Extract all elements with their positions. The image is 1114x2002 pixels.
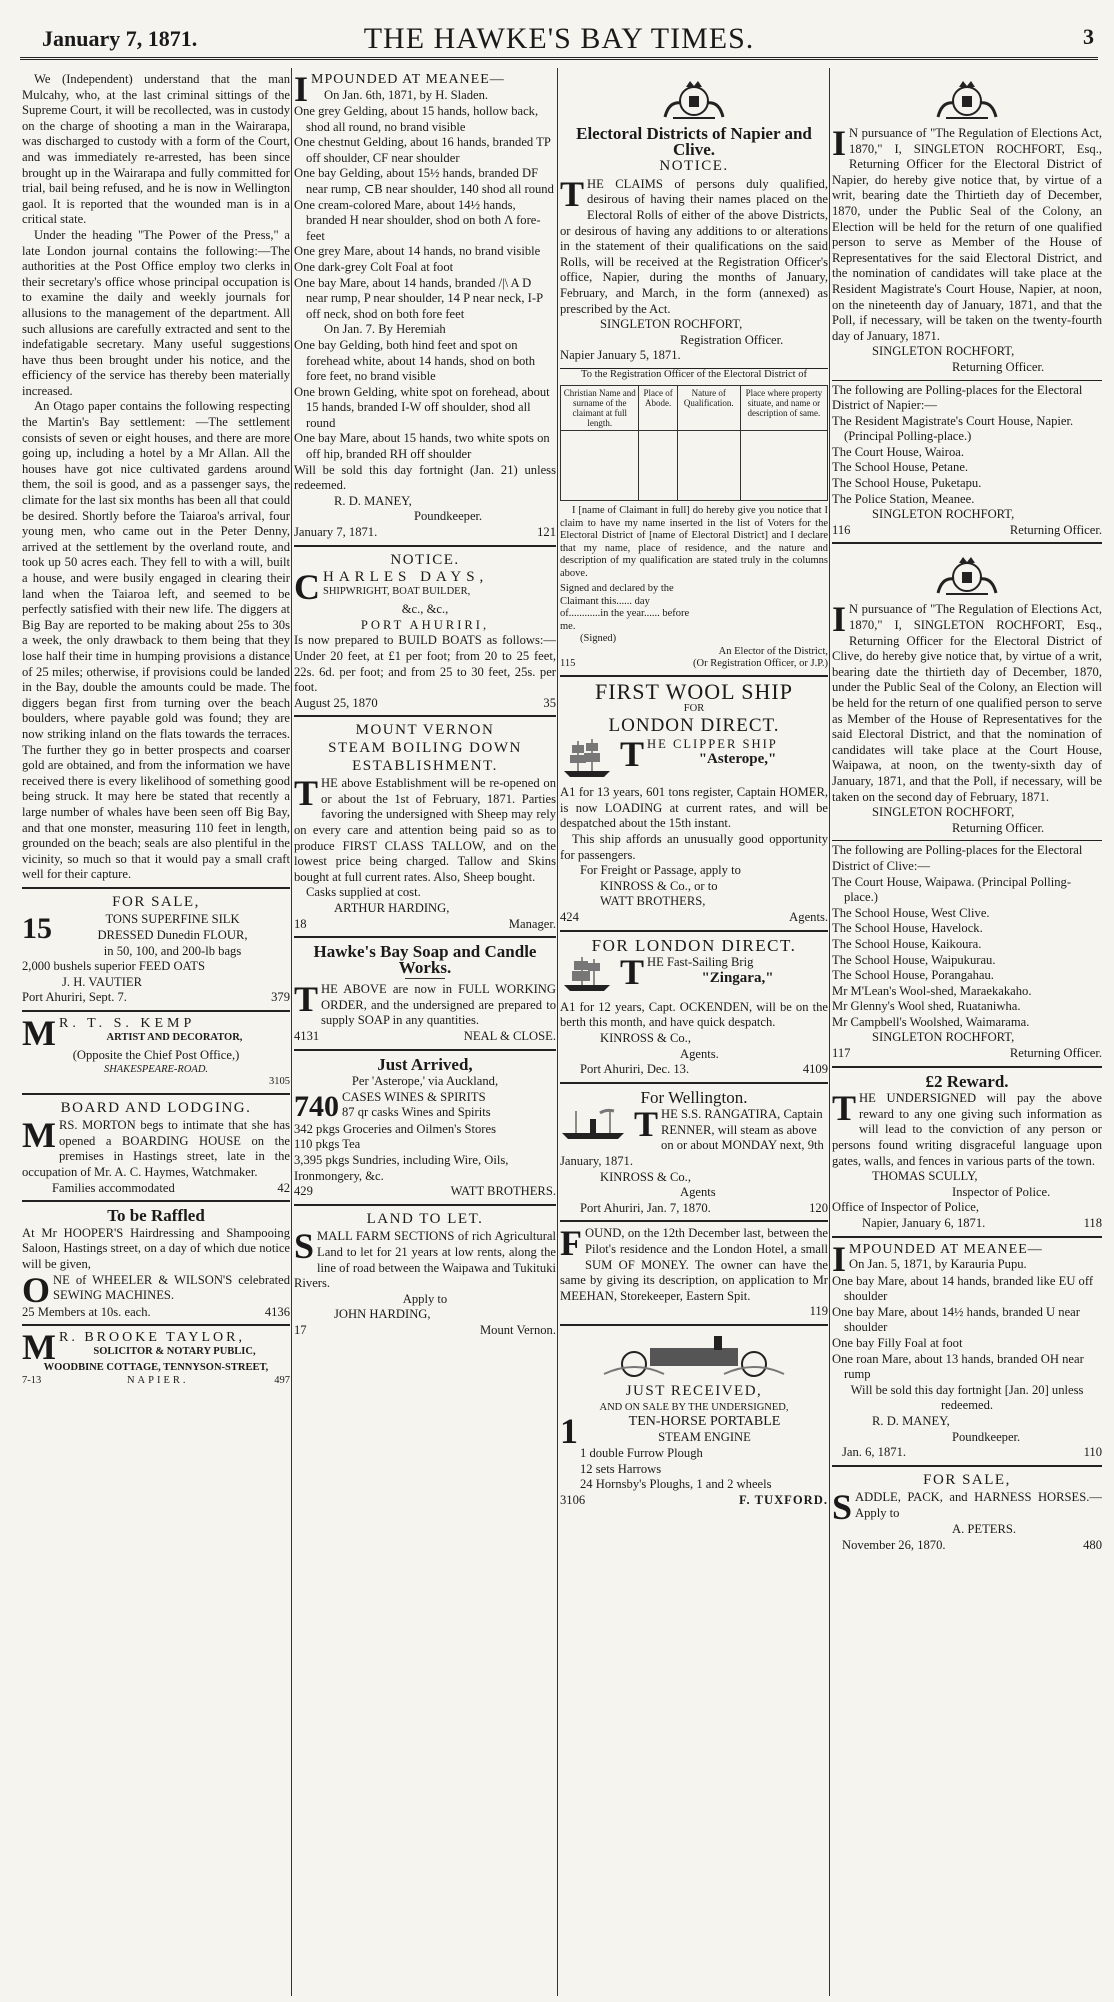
drop-cap: S — [294, 1226, 315, 1267]
drop-cap: T — [620, 733, 645, 774]
advert-ref: 110 — [1083, 1445, 1102, 1460]
drop-cap: T — [294, 979, 319, 1020]
form-signature: An Elector of the District, — [718, 645, 828, 657]
claim-form-column-header: Nature of Qualification. — [677, 386, 740, 431]
advert-place: Mount Vernon. — [479, 1322, 556, 1337]
impound-list — [294, 338, 556, 463]
advert-line: For Freight or Passage, apply to — [580, 863, 741, 878]
advertiser-title: Registration Officer. — [680, 332, 784, 347]
advert-line: 3,395 pkgs Sundries, including Wire, Oils, Ironmongery, &c. — [294, 1153, 509, 1183]
advertiser-name: KINROSS & Co., or to — [600, 878, 718, 893]
column-2 — [294, 72, 556, 1997]
advert-ref: 429 — [294, 1184, 313, 1199]
advert-line: 12 sets Harrows — [580, 1461, 662, 1476]
impound-item: One bay Gelding, both hind feet and spot on forehead white, about 14 hands, shod on both fore feet, no brand visible — [294, 337, 536, 384]
advert-ref: 17 — [294, 1322, 307, 1337]
drop-cap: T — [294, 773, 319, 814]
advertiser-name: KINROSS & Co., — [600, 1169, 691, 1184]
advert-body: N pursuance of "The Regulation of Elections Act, 1870," I, SINGLETON ROCHFORT, Esq., Returning Officer for the Electoral District of Clive, do hereby give notice that, by virtue of a writ, bearing date the thirtieth day of December, 1870, under the Public Seal of the Colony, an Election will be held for the return of one qualified person to serve as Member of the House of Representatives for the said Electoral District, and that the nomination of candidates will take place at the Court House, Waipawa, at noon, on the twenty-sixth day of January, 1871, and that the Poll, if necessary, will be taken on the second day of February, 1871. — [832, 602, 1102, 804]
advert-line: 342 pkgs Groceries and Oilmen's Stores — [294, 1121, 496, 1136]
claim-form-column-header: Place of Abode. — [639, 386, 677, 431]
advert-heading: JUST RECEIVED, — [625, 1383, 763, 1399]
advert-board — [22, 1093, 290, 1197]
advert-ref: 379 — [271, 990, 290, 1005]
drop-cap: T — [634, 1104, 659, 1145]
advert-date: August 25, 1870 — [294, 695, 378, 710]
advert-body: NE of WHEELER & WILSON'S celebrated SEWING MACHINES. — [53, 1272, 290, 1303]
polling-place: The Police Station, Meanee. — [832, 491, 975, 506]
impound-item: One bay Mare, about 15 hands, two white spots on off hip, branded RH off shoulder — [294, 431, 550, 462]
form-signature: (Or Registration Officer, or J.P.) — [693, 658, 828, 670]
polling-place-list — [832, 414, 1102, 508]
advertiser-name: HARLES DAYS, — [323, 569, 489, 586]
claim-form-column-header: Place where property situate, and name or description of same. — [740, 386, 827, 431]
advert-heading: Just Arrived, — [377, 1054, 473, 1074]
advert-date: November 26, 1870. — [842, 1537, 946, 1552]
column-rule — [829, 68, 830, 1996]
advert-line: WOODBINE COTTAGE, TENNYSON-STREET, — [43, 1362, 269, 1374]
advertiser-name: ARTHUR HARDING, — [334, 900, 450, 915]
polling-place: The School House, Kaikoura. — [832, 936, 982, 951]
advert-wool-ship — [560, 675, 828, 926]
drop-cap: O — [22, 1269, 51, 1310]
drop-cap: S — [832, 1487, 853, 1528]
sailing-ship-icon — [560, 737, 616, 786]
claim-form-header — [561, 386, 828, 431]
advert-ref: 4109 — [802, 1062, 828, 1077]
drop-cap: C — [294, 567, 320, 608]
advert-number: 15 — [22, 912, 52, 946]
advert-body: HE S.S. RANGATIRA, Captain RENNER, will steam as above on or about MONDAY next, 9th January, 1871. — [560, 1107, 824, 1169]
advert-line: (Opposite the Chief Post Office,) — [72, 1048, 240, 1063]
advert-heading: BOARD AND LODGING. — [60, 1099, 252, 1116]
news-paragraph: An Otago paper contains the following respecting the Martin's Bay settlement: —The settlement consists of seven or eight houses, and there are more going up, including a hotel by a Mr Allan. All the houses have got nice cultivated gardens around them, the soil is good, and as a passenger says, the climate for the last six months has been all that could be desired. Shortly before the Taiaroa's arrival, four young men, who came out in the Peter Denny, arrived at the settlement by the overland route, and took up 50 acres each. They fell to with a will, built a house, and were busily engaged in clearing their land when the Taiaroa left, and seemed to be perfectly satisfied with their new life. The diggers at Big Bay are reported to be making about 25s to 30s a week, the only drawback to them being that they lose half their time in humping provisions a distance of 25 miles; otherwise, if provisions could be landed in the Bay, double the amounts could be made. The diggers began first from turning over the beach boulders, where payable gold was found; they are now striking inland on the flats towards the terraces. The further they go in better prospects and coarser gold are obtained, and from the information we have received there is every likelihood of something good being struck. It may here be stated that recently a large number of whales have been seen off Big Bay, and that one monster, measuring 110 feet in length, grounded on the beach; seals are also plentiful in the vicinity, so much so that it would pay a small craft well for their capture. — [22, 399, 290, 882]
advert-heading: Hawke's Bay Soap and Candle Works. — [313, 942, 537, 977]
polling-place: The School House, West Clive. — [832, 905, 990, 920]
advert-heading: FIRST WOOL SHIP — [595, 678, 793, 704]
advertiser-title: Agents — [680, 1185, 716, 1200]
advert-body: N pursuance of "The Regulation of Elections Act, 1870," I, SINGLETON ROCHFORT, Esq., Returning Officer for the Electoral District of Napier, do hereby give notice that, by virtue of a writ, bearing date the Thirtieth day of December, 1870, under the Public Seal of the Colony, an Election will be held for the return of one qualified person to serve as Member of the House of Representatives for the said Electoral District, and the nomination of candidates will take place at the Resident Magistrate's Court House, Napier, at noon, on the nineteenth day of January, 1871, and that the Poll, if necessary, will be taken on the twenty-fourth day of January, 1871. — [832, 126, 1102, 343]
advert-line: DRESSED Dunedin FLOUR, — [97, 928, 248, 943]
impound-item: One roan Mare, about 13 hands, branded OH near rump — [832, 1351, 1084, 1382]
advert-line: TEN-HORSE PORTABLE — [628, 1414, 781, 1430]
drop-cap: I — [832, 1238, 847, 1279]
advert-ref: 35 — [543, 695, 556, 710]
advert-body: ADDLE, PACK, and HARNESS HORSES.—Apply to — [855, 1490, 1102, 1520]
polling-place: The School House, Porangahau. — [832, 968, 994, 983]
advert-line: in 50, 100, and 200-lb bags — [103, 943, 242, 958]
column-4 — [832, 72, 1102, 1997]
polling-place: The School House, Havelock. — [832, 921, 983, 936]
advertiser-name: J. H. VAUTIER — [62, 974, 143, 989]
advert-line: TONS SUPERFINE SILK — [105, 912, 240, 927]
form-signature: Signed and declared by the Claimant this...... day of............in the year...... before me. — [560, 583, 690, 632]
advert-line: 24 Hornsby's Ploughs, 1 and 2 wheels — [580, 1477, 772, 1492]
advertiser-name: KINROSS & Co., — [600, 1030, 691, 1045]
advertiser-title: Returning Officer. — [1009, 1046, 1102, 1061]
advert-heading: £2 Reward. — [925, 1071, 1009, 1091]
advertiser-title: Poundkeeper. — [414, 509, 483, 524]
advert-body: HE UNDERSIGNED will pay the above reward to any one giving such information as will lead to the conviction of any person or persons found writing disgraceful language upon gates, walls, and fences in various parts of the town. — [832, 1091, 1102, 1168]
advert-heading: LAND TO LET. — [366, 1210, 484, 1227]
impound-item: One chestnut Gelding, about 16 hands, branded TP off shoulder, CF near shoulder — [294, 135, 551, 165]
advert-land — [294, 1204, 556, 1339]
advert-soap — [294, 936, 556, 1045]
farm-machinery-icon — [560, 1334, 828, 1380]
advert-ref: 118 — [1083, 1216, 1102, 1230]
advert-date: Napier, January 6, 1871. — [862, 1216, 986, 1230]
royal-crest-icon — [832, 76, 1102, 122]
advert-raffle — [22, 1200, 290, 1320]
advert-ref: 7-13 — [22, 1374, 42, 1386]
form-signature: (Signed) — [580, 633, 617, 645]
advert-line: Per 'Asterope,' via Auckland, — [351, 1074, 499, 1089]
column-rule — [557, 68, 558, 1996]
drop-cap: T — [620, 952, 645, 993]
drop-cap: I — [832, 599, 847, 640]
advert-body: Is now prepared to BUILD BOATS as follows:—Under 20 feet, at £1 per foot; from 20 to 25 feet, 22s. 6d. per foot; and from 25 to 30 feet, 25s. per foot. — [294, 633, 556, 695]
advert-reward — [832, 1066, 1102, 1232]
impound-item: One bay Mare, about 14½ hands, branded U near shoulder — [832, 1304, 1080, 1335]
advertiser-title: Agents. — [789, 909, 828, 924]
advertiser-name: A. PETERS. — [952, 1522, 1017, 1537]
polling-place: The Court House, Waipawa. (Principal Polling-place.) — [832, 874, 1072, 905]
advert-line: Office of Inspector of Police, — [832, 1200, 979, 1215]
advert-flour — [22, 887, 290, 1006]
advert-kemp — [22, 1010, 290, 1089]
advertiser-name: SINGLETON ROCHFORT, — [872, 507, 1015, 522]
advert-line: NAPIER. — [126, 1374, 189, 1386]
advert-found — [560, 1220, 828, 1320]
masthead — [20, 18, 1098, 60]
advert-impounded-2 — [832, 1236, 1102, 1461]
polling-place: The School House, Petane. — [832, 460, 969, 475]
advertiser-name: R. D. MANEY, — [334, 493, 412, 508]
advert-arrived — [294, 1049, 556, 1200]
advert-electoral — [560, 126, 828, 671]
claim-form-table — [560, 385, 828, 501]
advert-ref: 115 — [560, 658, 576, 670]
advert-line: Casks supplied at cost. — [306, 885, 421, 900]
advertiser-name: WATT BROTHERS. — [450, 1184, 556, 1199]
polling-place-list — [832, 875, 1102, 1031]
impound-item: One bay Mare, about 14 hands, branded like EU off shoulder — [832, 1273, 1094, 1304]
newspaper-title: THE HAWKE'S BAY TIMES. — [363, 22, 755, 55]
advert-line: SHIPWRIGHT, BOAT BUILDER, — [323, 585, 471, 597]
advert-body: HE CLAIMS of persons duly qualified, desirous of having their names placed on the Electoral Rolls of either of the above Districts, or desirous of having any additions to or alterations in the statement of their qualifications on the said Rolls, will be received at the Registration Officer's office, Napier, during the months of January, February, and March, in the form (annexed) as prescribed by the Act. — [560, 176, 828, 316]
advert-body: Will be sold this day fortnight (Jan. 21) unless redeemed. — [294, 462, 556, 493]
advertiser-name: F. TUXFORD. — [738, 1492, 828, 1507]
drop-cap: M — [22, 1013, 56, 1054]
advert-heading: FOR SALE, — [112, 893, 200, 910]
advert-number: 1 — [560, 1411, 578, 1452]
advert-ref: 480 — [1083, 1537, 1102, 1552]
advert-wellington — [560, 1082, 828, 1217]
advertiser-name: SINGLETON ROCHFORT, — [872, 805, 1015, 820]
advert-ref: 42 — [277, 1180, 290, 1195]
advert-heading: LONDON DIRECT. — [608, 715, 780, 736]
drop-cap: T — [832, 1088, 857, 1129]
advert-ref: 497 — [274, 1374, 290, 1386]
advert-heading: For Wellington. — [640, 1087, 748, 1107]
impound-list — [294, 104, 556, 322]
impound-item: One grey Mare, about 14 hands, no brand visible — [294, 244, 541, 259]
advert-date: Napier January 5, 1871. — [560, 348, 681, 363]
advert-line: 2,000 bushels superior FEED OATS — [22, 959, 205, 974]
advert-heading: FOR SALE, — [923, 1471, 1011, 1488]
sailing-ship-icon — [560, 955, 616, 1000]
advert-heading: STEAM BOILING DOWN — [328, 739, 522, 756]
advert-heading: Electoral Districts of Napier and Clive. — [576, 124, 812, 159]
advert-line: SHAKESPEARE-ROAD. — [103, 1063, 209, 1075]
advert-line: STEAM ENGINE — [658, 1429, 751, 1444]
advertiser-title: Inspector of Police. — [952, 1184, 1051, 1199]
drop-cap: F — [560, 1223, 582, 1264]
advertiser-name: SINGLETON ROCHFORT, — [600, 317, 743, 332]
advert-line: HE Fast-Sailing Brig — [647, 955, 754, 970]
advert-clive-election — [832, 542, 1102, 1061]
drop-cap: I — [832, 123, 847, 163]
issue-date: January 7, 1871. — [42, 26, 198, 51]
polling-place: The Court House, Wairoa. — [832, 444, 965, 459]
advert-line: 110 pkgs Tea — [294, 1137, 361, 1152]
page-number: 3 — [1083, 24, 1094, 49]
royal-crest-icon — [560, 76, 828, 122]
advert-zingara — [560, 930, 828, 1078]
advert-body: A1 for 13 years, 601 tons register, Captain HOMER, is now LOADING at current rates, and will be despatched about the 15th instant. — [560, 785, 828, 831]
polling-place: The Resident Magistrate's Court House, Napier. (Principal Polling-place.) — [832, 413, 1074, 444]
advert-body: This ship affords an unusually good opportunity for passengers. — [560, 831, 828, 862]
drop-cap: T — [560, 173, 585, 214]
advertiser-name: R. BROOKE TAYLOR, — [58, 1330, 245, 1346]
advert-place: Port Ahuriri, Sept. 7. — [22, 990, 127, 1005]
advert-heading: MPOUNDED AT MEANEE— — [849, 1241, 1043, 1257]
advert-line: PORT AHURIRI, — [360, 617, 490, 632]
advert-ref: 4136 — [264, 1304, 290, 1319]
advertiser-name: R. D. MANEY, — [872, 1413, 950, 1428]
impound-item: One cream-colored Mare, about 14½ hands, branded H near shoulder, shod on both Λ fore-feet — [294, 197, 541, 243]
advert-ref: 4131 — [294, 1029, 320, 1044]
advert-body: HE above Establishment will be re-opened on or about the 1st of February, 1871. Parties favoring the undersigned with Sheep may rely on every care and attention being paid so as to produce FIRST CLASS TALLOW, and on the lowest price being charged. Tallow and Skins bought at full current rates. Also, Sheep bought. — [294, 776, 556, 884]
advert-heading: ESTABLISHMENT. — [352, 757, 498, 774]
advert-line: 87 qr casks Wines and Spirits — [342, 1105, 491, 1120]
column-3 — [560, 72, 828, 1997]
impound-list — [832, 1274, 1102, 1383]
advert-heading: NOTICE. — [390, 551, 460, 568]
advert-number: 740 — [294, 1089, 339, 1123]
advertiser-name: R. T. S. KEMP — [58, 1016, 196, 1032]
drop-cap: M — [22, 1115, 56, 1156]
ship-name: "Asterope," — [698, 751, 777, 768]
advert-line: SOLICITOR & NOTARY PUBLIC, — [93, 1345, 256, 1357]
advert-line: CASES WINES & SPIRITS — [342, 1089, 486, 1104]
advertiser-name: THOMAS SCULLY, — [872, 1169, 978, 1184]
advert-line: 25 Members at 10s. each. — [22, 1304, 151, 1319]
advert-date: Jan. 6, 1871. — [842, 1445, 907, 1460]
advertiser-name: WATT BROTHERS, — [600, 894, 706, 909]
advert-heading: NOTICE. — [659, 158, 729, 175]
advertiser-title: Manager. — [508, 916, 556, 931]
advert-ref: 424 — [560, 909, 579, 924]
advertiser-title: Agents. — [680, 1046, 719, 1061]
steamer-icon — [560, 1107, 630, 1148]
advert-body: OUND, on the 12th December last, between the Pilot's residence and the London Hotel, a small SUM OF MONEY. The owner can have the same by giving its description, on application to Mr MEEHAN, Storekeeper, Eastern Spit. — [560, 1226, 828, 1303]
divider — [405, 978, 445, 979]
advert-body: At Mr HOOPER'S Hairdressing and Shampooing Saloon, Hastings street, on a day of which due notice will be given, — [22, 1225, 290, 1271]
advert-line: On Jan. 6th, 1871, by H. Sladen. — [324, 87, 489, 102]
advertiser-name: NEAL & CLOSE. — [463, 1029, 556, 1044]
advert-line: FOR — [683, 702, 705, 714]
advert-heading: MPOUNDED AT MEANEE— — [311, 72, 505, 87]
column-1 — [22, 72, 290, 1997]
impound-item: One bay Gelding, about 15½ hands, branded DF near rump, ⊂B near shoulder, 140 shod all round — [294, 166, 554, 196]
polling-place: Mr Glenny's Wool shed, Ruataniwha. — [832, 999, 1021, 1014]
advert-body: Will be sold this day fortnight [Jan. 20] unless redeemed. — [850, 1382, 1084, 1413]
advert-ref: 119 — [809, 1304, 828, 1319]
advert-line: On Jan. 5, 1871, by Karauria Pupu. — [849, 1257, 1027, 1272]
advert-body: A1 for 12 years, Capt. OCKENDEN, will be on the berth this month, and have quick despatch. — [560, 999, 828, 1030]
news-paragraph: We (Independent) understand that the man Mulcahy, who, at the last criminal sittings of the Supreme Court, it will be recollected, was in custody on the charge of shooting a man in the Wairarapa, was discharged to custody with a form of the Court, and was immediately re-arrested, has been since brought up in the Wairarapa and fully committed for trial, bail being refused, and he is now in Wellington gaol. It is reported that the wounded man is in a critical state. — [22, 72, 290, 227]
advert-body: RS. MORTON begs to intimate that she has opened a BOARDING HOUSE on the premises in Hastings street, late in the occupation of Mr. A. C. Haymes, Watchmaker. — [22, 1118, 290, 1179]
ship-name: "Zingara," — [701, 969, 774, 986]
column-rule — [291, 68, 292, 1996]
advertiser-title: Returning Officer. — [952, 820, 1045, 835]
polling-place: Mr M'Lean's Wool-shed, Maraekakaho. — [832, 983, 1032, 998]
advert-line: Families accommodated — [52, 1180, 175, 1195]
advert-line: Apply to — [402, 1291, 448, 1306]
advert-line: HE CLIPPER SHIP — [647, 736, 778, 751]
advert-ref: 18 — [294, 916, 307, 931]
royal-crest-icon — [832, 552, 1102, 598]
advert-place: Port Ahuriri, Dec. 13. — [580, 1062, 690, 1077]
impound-item: One dark-grey Colt Foal at foot — [294, 259, 454, 274]
advert-taylor — [22, 1324, 290, 1387]
advert-impounded — [294, 72, 556, 541]
polling-place: Mr Campbell's Woolshed, Waimarama. — [832, 1014, 1030, 1029]
impound-item: One grey Gelding, about 15 hands, hollow back, shod all round, no brand visible — [294, 104, 539, 134]
advertiser-name: SINGLETON ROCHFORT, — [872, 1030, 1015, 1045]
advert-line: The following are Polling-places for the Electoral District of Clive:— — [832, 840, 1102, 874]
drop-cap: I — [294, 72, 309, 109]
advert-place: Port Ahuriri, Jan. 7, 1870. — [580, 1200, 711, 1215]
advert-vernon — [294, 715, 556, 932]
advertiser-name: SINGLETON ROCHFORT, — [872, 344, 1015, 359]
claim-form-column-header: Christian Name and surname of the claimant at full length. — [561, 386, 639, 431]
advert-line: 1 double Furrow Plough — [580, 1446, 703, 1461]
impound-item: One bay Filly Foal at foot — [832, 1335, 963, 1350]
advert-received — [560, 1324, 828, 1508]
advert-line: &c., &c., — [401, 602, 449, 617]
advert-days — [294, 545, 556, 712]
form-heading: To the Registration Officer of the Electoral District of — [560, 368, 828, 382]
polling-place: The School House, Waipukurau. — [832, 952, 996, 967]
advert-heading: MOUNT VERNON — [355, 722, 495, 739]
advertiser-title: Poundkeeper. — [952, 1429, 1021, 1444]
advert-date: January 7, 1871. — [294, 525, 378, 540]
advert-heading: To be Raffled — [107, 1206, 205, 1226]
advertiser-name: JOHN HARDING, — [334, 1307, 431, 1322]
advertiser-title: Returning Officer. — [1009, 522, 1102, 537]
advert-line: AND ON SALE BY THE UNDERSIGNED, — [599, 1401, 789, 1413]
advert-ref: 3105 — [269, 1076, 290, 1088]
advert-saddle — [832, 1465, 1102, 1554]
advert-line: On Jan. 7. By Heremiah — [324, 322, 446, 337]
advert-ref: 117 — [832, 1046, 851, 1061]
advert-line: ARTIST AND DECORATOR, — [106, 1031, 243, 1043]
advert-ref: 116 — [832, 522, 851, 537]
advert-ref: 3106 — [560, 1492, 586, 1507]
drop-cap: M — [22, 1327, 56, 1368]
advertiser-title: Returning Officer. — [952, 359, 1045, 374]
impound-item: One bay Mare, about 14 hands, branded /|\ A D near rump, P near shoulder, 14 P near neck, I-P off neck, shod on both fore feet — [294, 275, 543, 321]
advert-body: HE ABOVE are now in FULL WORKING ORDER, and the undersigned are prepared to supply SOAP in any quantities. — [321, 982, 556, 1028]
advert-heading: FOR LONDON DIRECT. — [591, 935, 797, 955]
advert-line: The following are Polling-places for the Electoral District of Napier:— — [832, 380, 1102, 414]
advert-ref: 121 — [537, 525, 556, 540]
advert-ref: 120 — [809, 1200, 828, 1215]
advert-napier-election — [832, 123, 1102, 538]
advert-body: MALL FARM SECTIONS of rich Agricultural Land to let for 21 years at low rents, along the line of road between the Waipawa and Tukituki Rivers. — [294, 1229, 556, 1291]
polling-place: The School House, Puketapu. — [832, 476, 982, 491]
impound-item: One brown Gelding, white spot on forehead, about 15 hands, branded I-W off shoulder, shod all round — [294, 384, 550, 430]
form-declaration: I [name of Claimant in full] do hereby give you notice that I claim to have my name inserted in the list of Voters for the Electoral District of [name of Electoral District] and I declare that my name, place of residence, and the nature and description of my qualification are stated truly in the columns above. — [560, 505, 828, 579]
news-paragraph: Under the heading "The Power of the Press," a late London journal contains the following:—The authorities at the Post Office employ two clerks in their secretary's office whose principal occupation is to examine the daily and weekly journals for allusions to the management of the department. All such allusions are carefully extracted and sent to the indefatigable secretary. Many useful suggestions have thus been brought under his notice, and the efficiency of the service has thereby been materially increased. — [22, 227, 290, 398]
